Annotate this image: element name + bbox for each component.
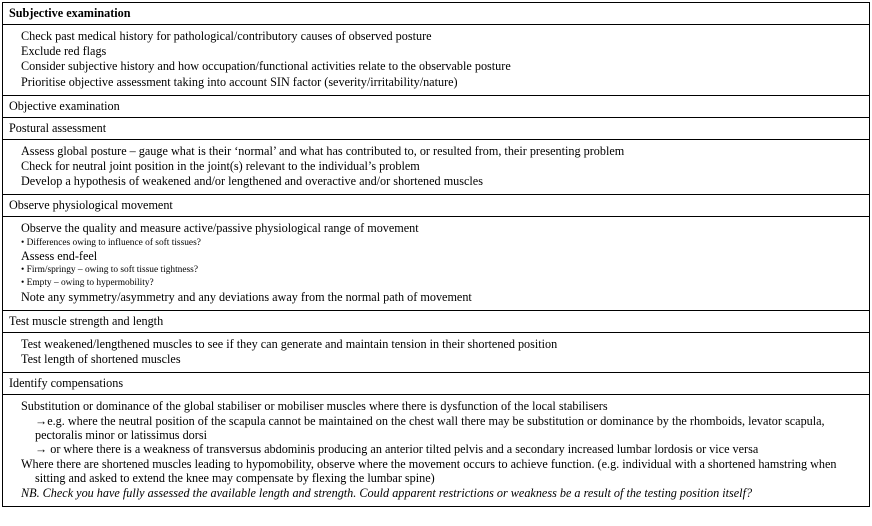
list-item: • Differences owing to influence of soft tissues? xyxy=(21,237,201,248)
list-item: Assess global posture – gauge what is their ‘normal’ and what has contributed to, or resulted from, their presenting problem xyxy=(21,143,625,158)
list-item: Note any symmetry/asymmetry and any deviations away from the normal path of movement xyxy=(21,289,472,304)
table-row xyxy=(3,373,869,395)
list-item: pectoralis minor or latissimus dorsi xyxy=(35,428,207,443)
page-title: Subjective examination xyxy=(9,6,131,20)
list-item: NB. Check you have fully assessed the available length and strength. Could apparent restrictions or weakness be a result of the testing position itself? xyxy=(21,485,753,500)
list-item: • Empty – owing to hypermobility? xyxy=(21,278,154,289)
table-row xyxy=(3,395,869,506)
section-heading: Identify compensations xyxy=(9,376,124,391)
list-item: Prioritise objective assessment taking into account SIN factor (severity/irritability/nature) xyxy=(21,74,458,89)
list-item: Test length of shortened muscles xyxy=(21,352,181,367)
list-item: Check past medical history for pathological/contributory causes of observed posture xyxy=(21,29,432,43)
list-item: → or where there is a weakness of transversus abdominis producing an anterior tilted pelvis and a secondary increased lumbar lordosis or vice versa xyxy=(35,442,759,457)
list-item: Consider subjective history and how occupation/functional activities relate to the observable posture xyxy=(21,59,511,74)
table-row xyxy=(3,3,869,25)
list-item: Assess end-feel xyxy=(21,249,98,264)
list-item: →e.g. where the neutral position of the scapula cannot be maintained on the chest wall there may be substitution or dominance by the rhomboids, levator scapula, xyxy=(35,413,825,428)
table-row xyxy=(3,96,869,118)
section-heading: Test muscle strength and length xyxy=(9,313,164,328)
section-heading: Observe physiological movement xyxy=(9,198,173,213)
section-heading: Objective examination xyxy=(9,98,120,113)
list-item: Develop a hypothesis of weakened and/or lengthened and overactive and/or shortened muscles xyxy=(21,174,483,189)
list-item: Check for neutral joint position in the joint(s) relevant to the individual’s problem xyxy=(21,159,420,174)
list-item: Test weakened/lengthened muscles to see if they can generate and maintain tension in their shortened position xyxy=(21,336,558,351)
section-heading: Postural assessment xyxy=(9,120,107,135)
document-page xyxy=(0,2,872,526)
list-item: • Firm/springy – owing to soft tissue tightness? xyxy=(21,265,198,276)
table-row xyxy=(3,311,869,333)
table-row xyxy=(3,195,869,217)
list-item: sitting and asked to extend the knee may compensate by flexing the lumbar spine) xyxy=(35,471,435,486)
examination-table xyxy=(2,2,870,507)
list-item: Observe the quality and measure active/passive physiological range of movement xyxy=(21,221,419,236)
list-item: Where there are shortened muscles leading to hypomobility, observe where the movement occurs to achieve function. (e.g. individual with a shortened hamstring when xyxy=(21,456,837,471)
table-row xyxy=(3,140,869,196)
table-row xyxy=(3,333,869,373)
table-row xyxy=(3,217,869,310)
table-row xyxy=(3,118,869,140)
list-item: Substitution or dominance of the global stabiliser or mobiliser muscles where there is dysfunction of the local stabilisers xyxy=(21,399,608,414)
list-item: Exclude red flags xyxy=(21,44,107,59)
table-row xyxy=(3,25,869,96)
